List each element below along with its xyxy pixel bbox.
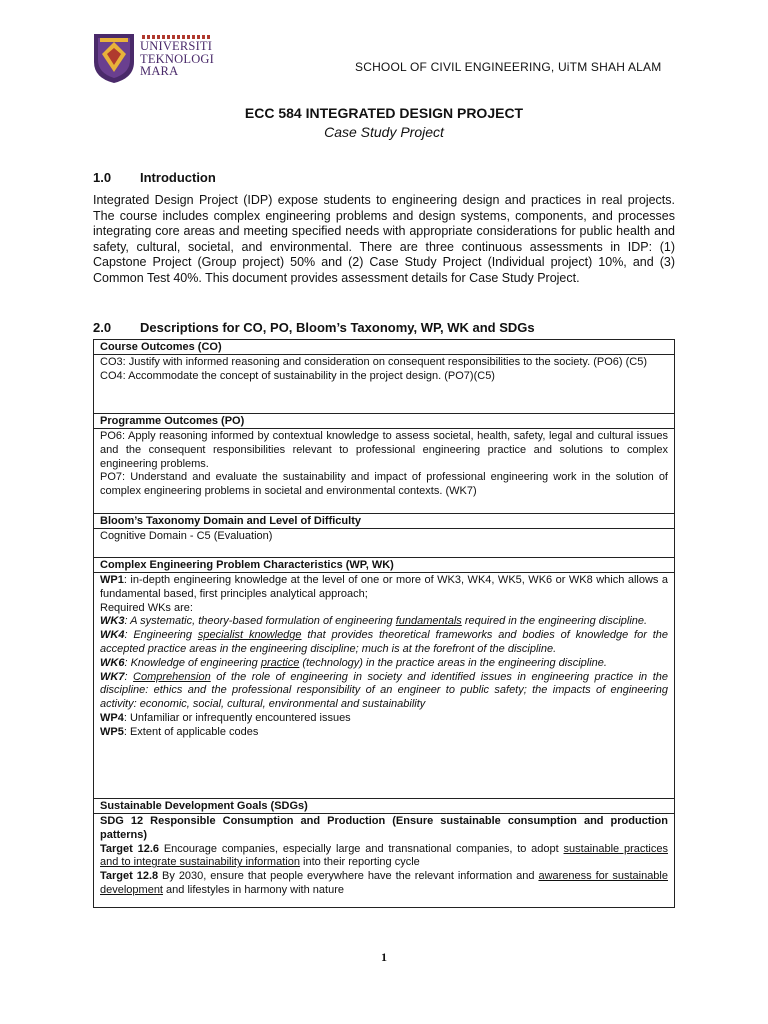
sdg12-goal: SDG 12 Responsible Consumption and Production (Ensure sustainable consumption and production patterns) — [100, 815, 668, 841]
section-number: 1.0 — [93, 170, 112, 185]
section-title: Introduction — [140, 170, 216, 185]
complex-engineering-body — [94, 573, 674, 740]
wk3-part-b: required in the engineering discipline. — [461, 615, 648, 628]
uitm-logo — [92, 32, 222, 86]
table-row-course-outcomes — [94, 340, 674, 413]
wk4-text — [100, 629, 668, 657]
wk3-underlined: fundamentals — [395, 615, 462, 628]
po6-text: PO6: Apply reasoning informed by contextual knowledge to assess societal, health, safety, legal and cultural issues and the consequent responsibilities relevant to professional engineering practice and solutions to complex engineering problems. — [100, 430, 668, 470]
course-outcomes-heading: Course Outcomes (CO) — [94, 340, 674, 355]
document-title: ECC 584 INTEGRATED DESIGN PROJECT — [244, 105, 524, 121]
section-number: 2.0 — [93, 320, 112, 335]
uitm-shield-icon — [92, 32, 136, 84]
wk7-part-b: of the role of engineering in society and identified issues in engineering practice in the discipline: ethics and the professional responsibility of an engineer to public safety; the impacts of engineering activity: economic, social, cultural, environmental and sustainability — [100, 670, 668, 711]
introduction-paragraph: Integrated Design Project (IDP) expose students to engineering design and practices in real projects. The course includes complex engineering problems and design systems, components, and processes integrating core areas and meeting specified needs with appropriate considerations for public health and safety, cultural, societal, and environmental. There are three continuous assessments in IDP: (1) Capstone Project (Group project) 50% and (2) Case Study Project (Individual project) 10%, and (3) Common Test 40%. This document provides assessment details for Case Study Project. — [93, 193, 675, 285]
po7-text: PO7: Understand and evaluate the sustainability and impact of professional engineering work in the solution of complex engineering problems in societal and environmental contexts. (WK7) — [100, 471, 668, 498]
sdgs-body — [94, 814, 674, 898]
wp5-label: WP5 — [100, 725, 124, 738]
wk4-underlined: specialist knowledge — [197, 629, 302, 642]
wp4-label: WP4 — [100, 711, 124, 724]
wk6-part-a: : Knowledge of engineering — [124, 656, 261, 669]
wp5-text — [100, 726, 668, 740]
wk6-text — [100, 657, 668, 671]
course-outcomes-body — [94, 355, 674, 384]
target-12-6-underlined: sustainable practices and to integrate sustainability information — [100, 842, 668, 869]
logo-line-1: UNIVERSITI — [140, 39, 213, 53]
wk4-part-b: that provides theoretical frameworks and bodies of knowledge for the accepted practice areas in the engineering discipline; much is at the forefront of the discipline. — [100, 629, 668, 655]
wp4-text — [100, 712, 668, 726]
wk4-part-a: : Engineering — [124, 629, 198, 642]
document-subtitle: Case Study Project — [324, 124, 444, 140]
logo-line-3: MARA — [140, 64, 179, 78]
cognitive-domain-text: Cognitive Domain - C5 (Evaluation) — [100, 530, 273, 542]
blooms-taxonomy-heading: Bloom’s Taxonomy Domain and Level of Difficulty — [94, 514, 674, 529]
wk7-underlined: Comprehension — [133, 670, 211, 683]
blooms-taxonomy-body — [94, 529, 674, 544]
wp1-description: : in-depth engineering knowledge at the level of one or more of WK3, WK4, WK5, WK6 or WK8 which allows a fundamental based, first principles analytical approach; — [100, 574, 668, 600]
wk3-text — [100, 615, 668, 629]
target-12-8-part-b: and lifestyles in harmony with nature — [163, 883, 344, 896]
table-row-blooms-taxonomy — [94, 513, 674, 557]
table-row-complex-engineering — [94, 557, 674, 798]
wk7-part-a: : — [124, 670, 134, 683]
complex-engineering-heading: Complex Engineering Problem Characteristics (WP, WK) — [94, 558, 674, 573]
section-heading-descriptions — [93, 320, 535, 335]
wp1-text — [100, 574, 668, 602]
logo-line-2: TEKNOLOGI — [140, 51, 215, 66]
target-12-8-underlined: awareness for sustainable development — [100, 870, 668, 896]
page-number: 1 — [381, 950, 387, 964]
wk7-label: WK7 — [100, 670, 125, 683]
target-12-8-part-a: By 2030, ensure that people everywhere have the relevant information and — [158, 870, 539, 883]
target-12-6-part-a: Encourage companies, especially large and transnational companies, to adopt — [159, 842, 564, 855]
programme-outcomes-heading: Programme Outcomes (PO) — [94, 414, 674, 429]
table-row-programme-outcomes — [94, 413, 674, 513]
wk7-text — [100, 671, 668, 712]
wk3-label: WK3 — [100, 615, 125, 628]
wp5-description: : Extent of applicable codes — [123, 725, 259, 738]
target-12-8-text — [100, 870, 668, 898]
wk6-label: WK6 — [100, 656, 125, 669]
co3-text: CO3: Justify with informed reasoning and consideration on consequent responsibilities to the society. (PO6) (C5) — [100, 356, 648, 368]
outcomes-table — [93, 339, 675, 908]
logo-wordmark — [140, 40, 214, 78]
wp4-description: : Unfamiliar or infrequently encountered issues — [123, 711, 351, 724]
sdgs-heading: Sustainable Development Goals (SDGs) — [94, 799, 674, 814]
target-12-6-part-b: into their reporting cycle — [299, 856, 420, 869]
wk6-part-b: (technology) in the practice areas in the engineering discipline. — [299, 656, 607, 669]
wp1-label: WP1 — [100, 574, 124, 586]
section-heading-introduction — [93, 170, 216, 185]
table-row-sdgs — [94, 798, 674, 908]
wk3-part-a: : A systematic, theory-based formulation of engineering — [124, 615, 396, 628]
section-title: Descriptions for CO, PO, Bloom’s Taxonomy, WP, WK and SDGs — [140, 320, 535, 335]
co4-text: CO4: Accommodate the concept of sustainability in the project design. (PO7)(C5) — [100, 369, 495, 382]
wk6-underlined: practice — [260, 656, 300, 669]
target-12-8-label: Target 12.8 — [100, 870, 159, 883]
target-12-6-text — [100, 843, 668, 871]
wk4-label: WK4 — [100, 629, 125, 642]
required-wks-text: Required WKs are: — [100, 601, 193, 614]
school-name: SCHOOL OF CIVIL ENGINEERING, UiTM SHAH ALAM — [355, 60, 662, 74]
programme-outcomes-body — [94, 429, 674, 499]
target-12-6-label: Target 12.6 — [100, 842, 160, 855]
